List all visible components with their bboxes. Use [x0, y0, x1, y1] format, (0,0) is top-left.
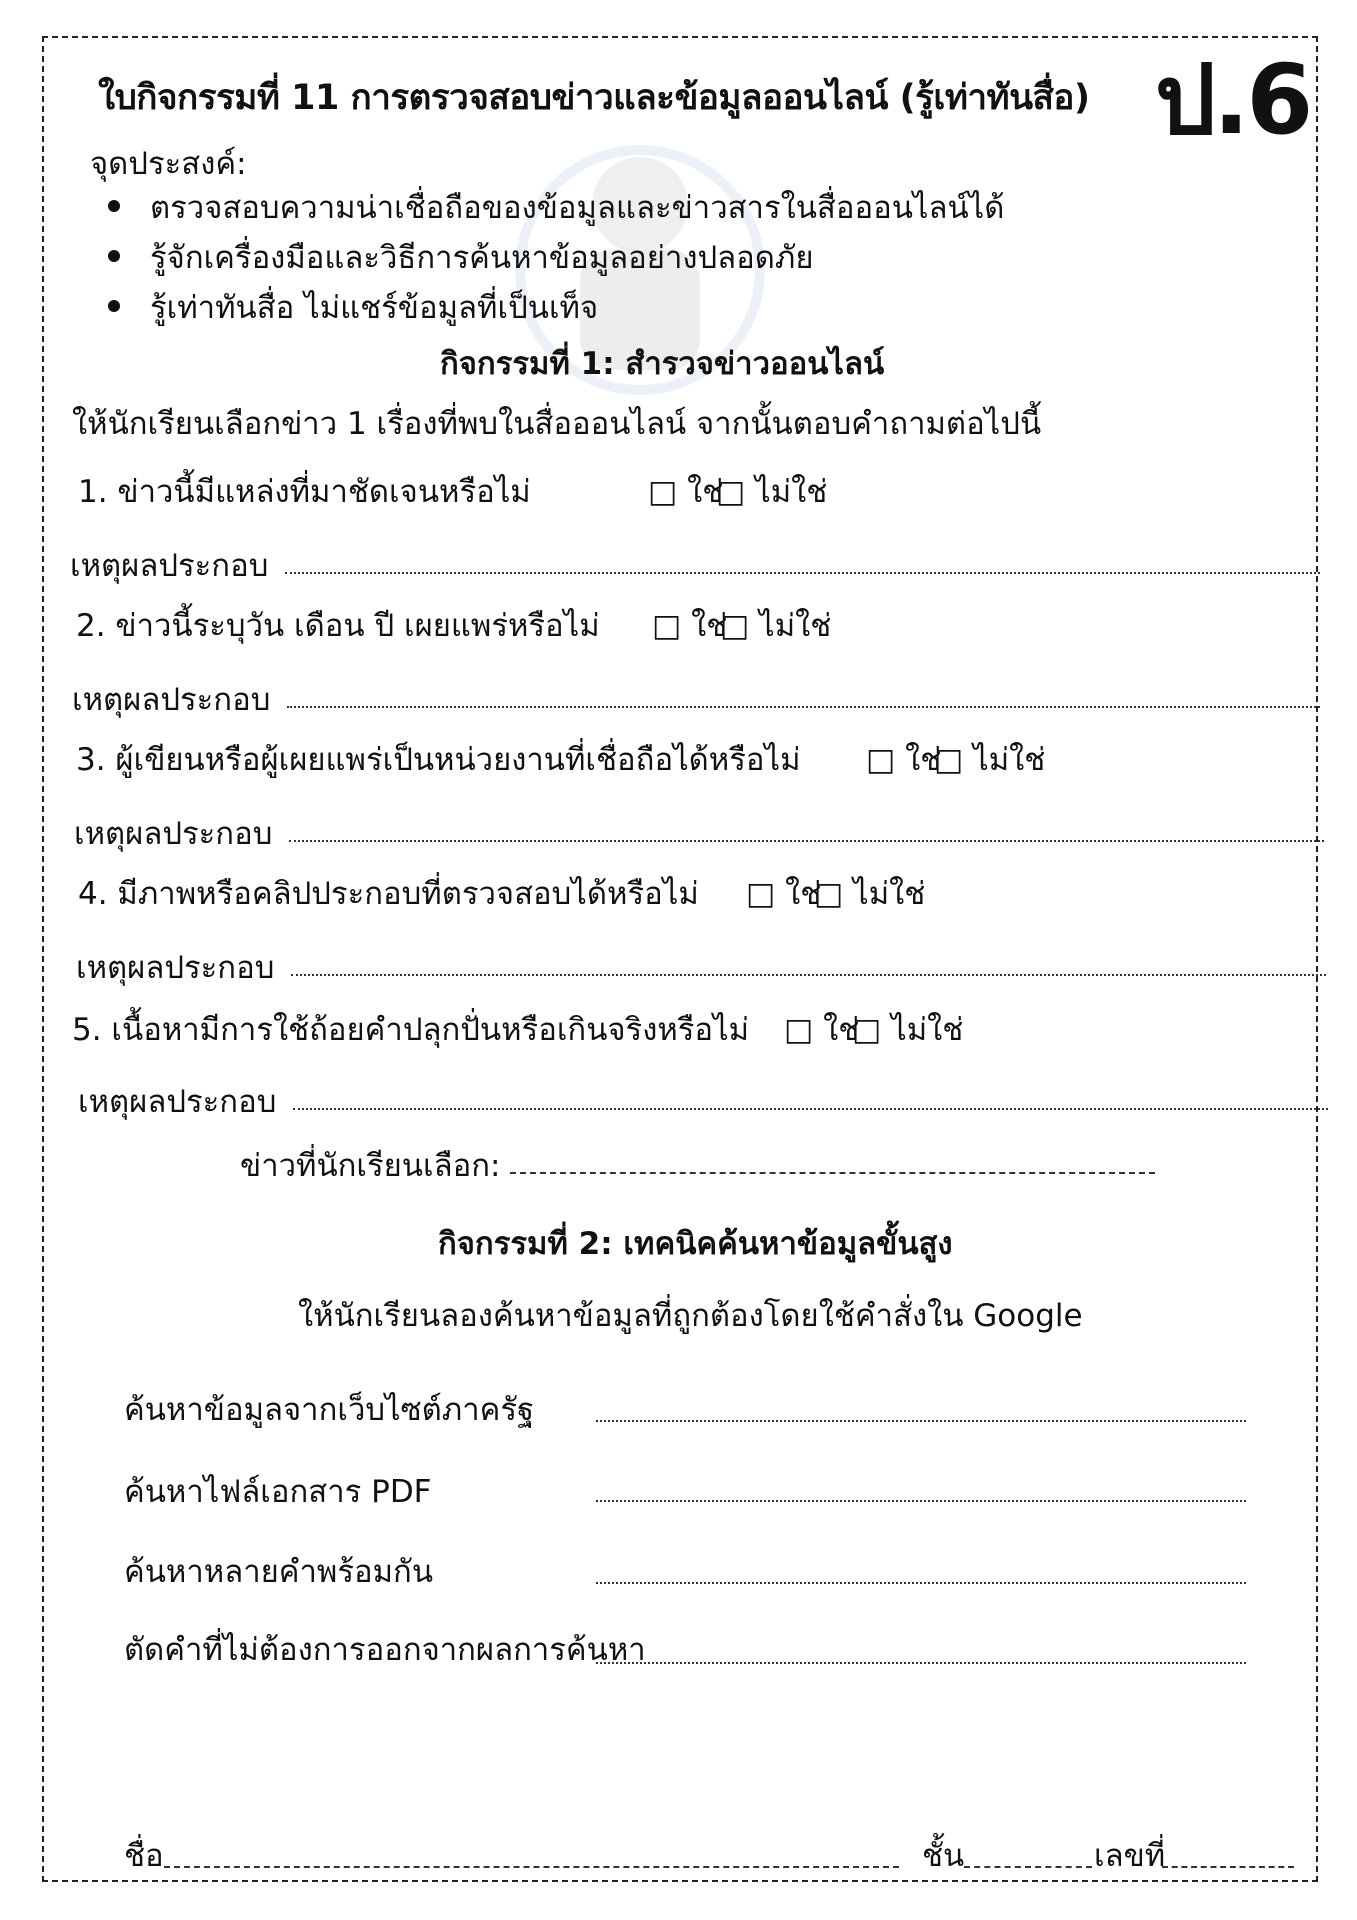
question-2: 2. ข่าวนี้ระบุวัน เดือน ปี เผยแพร่หรือไม่	[76, 608, 600, 644]
name-answer-line[interactable]	[164, 1866, 899, 1868]
reason-answer-line[interactable]	[289, 840, 1324, 842]
no-checkbox[interactable]: □ ไม่ใช่	[814, 876, 926, 912]
worksheet-title: ใบกิจกรรมที่ 11 การตรวจสอบข่าวและข้อมูลออนไลน์ (รู้เท่าทันสื่อ)	[98, 78, 1090, 118]
chosen-news-label: ข่าวที่นักเรียนเลือก:	[240, 1148, 501, 1184]
bullet-icon	[108, 200, 120, 212]
chosen-news-answer-line[interactable]	[510, 1172, 1155, 1174]
objective-item: รู้เท่าทันสื่อ ไม่แชร์ข้อมูลที่เป็นเท็จ	[150, 290, 599, 326]
reason-answer-line[interactable]	[287, 706, 1320, 708]
question-1: 1. ข่าวนี้มีแหล่งที่มาชัดเจนหรือไม่	[78, 474, 531, 510]
reason-answer-line[interactable]	[291, 974, 1326, 976]
reason-label: เหตุผลประกอบ	[76, 950, 275, 986]
objective-item: รู้จักเครื่องมือและวิธีการค้นหาข้อมูลอย่างปลอดภัย	[150, 240, 814, 276]
class-answer-line[interactable]	[964, 1866, 1092, 1868]
reason-label: เหตุผลประกอบ	[70, 548, 269, 584]
yes-checkbox[interactable]: □ ใช่	[648, 474, 724, 510]
yes-checkbox[interactable]: □ ใช่	[784, 1012, 860, 1048]
activity2-instruction: ให้นักเรียนลองค้นหาข้อมูลที่ถูกต้องโดยใช้คำสั่งใน Google	[298, 1298, 1083, 1334]
name-label: ชื่อ	[124, 1838, 164, 1874]
yes-checkbox[interactable]: □ ใช่	[652, 608, 728, 644]
question-3: 3. ผู้เขียนหรือผู้เผยแพร่เป็นหน่วยงานที่เชื่อถือได้หรือไม่	[76, 742, 801, 778]
bullet-icon	[108, 250, 120, 262]
objective-label: จุดประสงค์:	[90, 146, 247, 182]
question-4: 4. มีภาพหรือคลิปประกอบที่ตรวจสอบได้หรือไม่	[78, 876, 699, 912]
reason-label: เหตุผลประกอบ	[78, 1084, 277, 1120]
search-answer-line[interactable]	[596, 1582, 1246, 1584]
no-checkbox[interactable]: □ ไม่ใช่	[852, 1012, 964, 1048]
no-checkbox[interactable]: □ ไม่ใช่	[934, 742, 1046, 778]
reason-label: เหตุผลประกอบ	[72, 682, 271, 718]
search-item: ตัดคำที่ไม่ต้องการออกจากผลการค้นหา	[124, 1632, 646, 1668]
activity1-heading: กิจกรรมที่ 1: สำรวจข่าวออนไลน์	[440, 346, 885, 382]
reason-answer-line[interactable]	[293, 1108, 1328, 1110]
yes-checkbox[interactable]: □ ใช่	[746, 876, 822, 912]
reason-label: เหตุผลประกอบ	[74, 816, 273, 852]
number-answer-line[interactable]	[1162, 1866, 1294, 1868]
search-item: ค้นหาหลายคำพร้อมกัน	[124, 1554, 434, 1590]
search-answer-line[interactable]	[596, 1420, 1246, 1422]
yes-checkbox[interactable]: □ ใช่	[866, 742, 942, 778]
reason-answer-line[interactable]	[285, 572, 1320, 574]
number-label: เลขที่	[1094, 1838, 1166, 1874]
no-checkbox[interactable]: □ ไม่ใช่	[716, 474, 828, 510]
objective-item: ตรวจสอบความน่าเชื่อถือของข้อมูลและข่าวสารในสื่อออนไลน์ได้	[150, 190, 1005, 226]
search-item: ค้นหาไฟล์เอกสาร PDF	[124, 1474, 432, 1510]
grade-label: ป.6	[1155, 44, 1311, 156]
search-answer-line[interactable]	[596, 1500, 1246, 1502]
question-5: 5. เนื้อหามีการใช้ถ้อยคำปลุกปั่นหรือเกินจริงหรือไม่	[72, 1012, 750, 1048]
activity1-instruction: ให้นักเรียนเลือกข่าว 1 เรื่องที่พบในสื่อออนไลน์ จากนั้นตอบคำถามต่อไปนี้	[72, 406, 1042, 442]
bullet-icon	[108, 300, 120, 312]
class-label: ชั้น	[922, 1838, 965, 1874]
activity2-heading: กิจกรรมที่ 2: เทคนิคค้นหาข้อมูลขั้นสูง	[438, 1226, 953, 1262]
no-checkbox[interactable]: □ ไม่ใช่	[720, 608, 832, 644]
search-item: ค้นหาข้อมูลจากเว็บไซต์ภาครัฐ	[124, 1392, 535, 1428]
search-answer-line[interactable]	[596, 1662, 1246, 1664]
